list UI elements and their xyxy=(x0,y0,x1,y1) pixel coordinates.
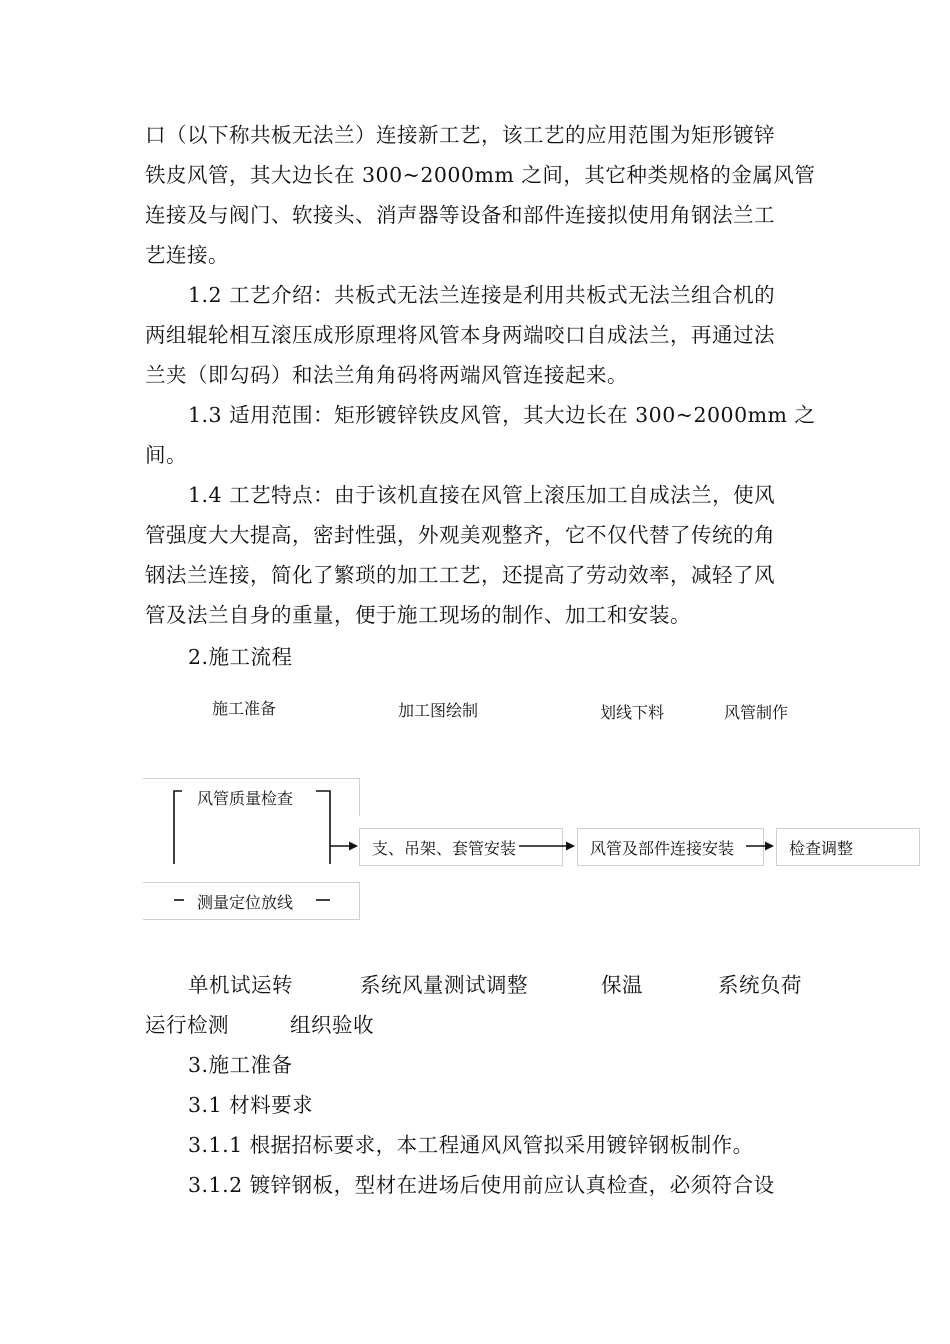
paragraph-line: 两组辊轮相互滚压成形原理将风管本身两端咬口自成法兰，再通过法 xyxy=(145,323,775,347)
flow-box-label: 风管及部件连接安装 xyxy=(590,838,735,858)
flow-box-label: 风管质量检查 xyxy=(197,789,294,808)
paragraph-line: 3.1.2 镀锌钢板，型材在进场后使用前应认真检查，必须符合设 xyxy=(188,1173,775,1197)
flow-step-air-volume: 系统风量测试调整 xyxy=(360,973,528,997)
flow-step-system-load: 系统负荷 xyxy=(718,973,802,997)
paragraph-line: 铁皮风管，其大边长在 300~2000mm 之间，其它种类规格的金属风管 xyxy=(145,163,816,187)
paragraph-line: 间。 xyxy=(145,443,187,467)
paragraph-line: 钢法兰连接，简化了繁琐的加工工艺，还提高了劳动效率，减轻了风 xyxy=(145,563,775,587)
paragraph-line: 1.2 工艺介绍：共板式无法兰连接是利用共板式无法兰组合机的 xyxy=(188,283,776,307)
flow-step-duct-making: 风管制作 xyxy=(724,703,789,722)
flow-step-marking: 划线下料 xyxy=(600,703,665,722)
flow-step-drawing: 加工图绘制 xyxy=(398,701,479,720)
paragraph-line: 3.1.1 根据招标要求，本工程通风风管拟采用镀锌钢板制作。 xyxy=(188,1133,754,1157)
section-heading: 3.施工准备 xyxy=(188,1053,293,1077)
flow-box-label: 测量定位放线 xyxy=(197,892,294,912)
flow-step-single-test: 单机试运转 xyxy=(188,973,293,997)
paragraph-line: 管强度大大提高，密封性强，外观美观整齐，它不仅代替了传统的角 xyxy=(145,523,775,547)
paragraph-line: 管及法兰自身的重量，便于施工现场的制作、加工和安装。 xyxy=(145,603,691,627)
section-heading: 2.施工流程 xyxy=(188,645,293,669)
paragraph-line: 艺连接。 xyxy=(145,243,229,267)
flow-step-run-test: 运行检测 xyxy=(145,1013,229,1037)
flow-step-insulation: 保温 xyxy=(601,973,643,997)
paragraph-line: 1.4 工艺特点：由于该机直接在风管上滚压加工自成法兰，使风 xyxy=(188,483,776,507)
flow-step-acceptance: 组织验收 xyxy=(290,1013,374,1037)
flow-step-prepare: 施工准备 xyxy=(212,699,277,718)
flow-box-label: 检查调整 xyxy=(789,838,854,858)
paragraph-line: 口（以下称共板无法兰）连接新工艺，该工艺的应用范围为矩形镀锌 xyxy=(145,123,775,147)
paragraph-line: 1.3 适用范围：矩形镀锌铁皮风管，其大边长在 300~2000mm 之 xyxy=(188,403,816,427)
flow-box-label: 支、吊架、套管安装 xyxy=(372,838,517,858)
paragraph-line: 兰夹（即勾码）和法兰角角码将两端风管连接起来。 xyxy=(145,363,628,387)
paragraph-line: 连接及与阀门、软接头、消声器等设备和部件连接拟使用角钢法兰工 xyxy=(145,203,775,227)
subsection-heading: 3.1 材料要求 xyxy=(188,1093,314,1117)
